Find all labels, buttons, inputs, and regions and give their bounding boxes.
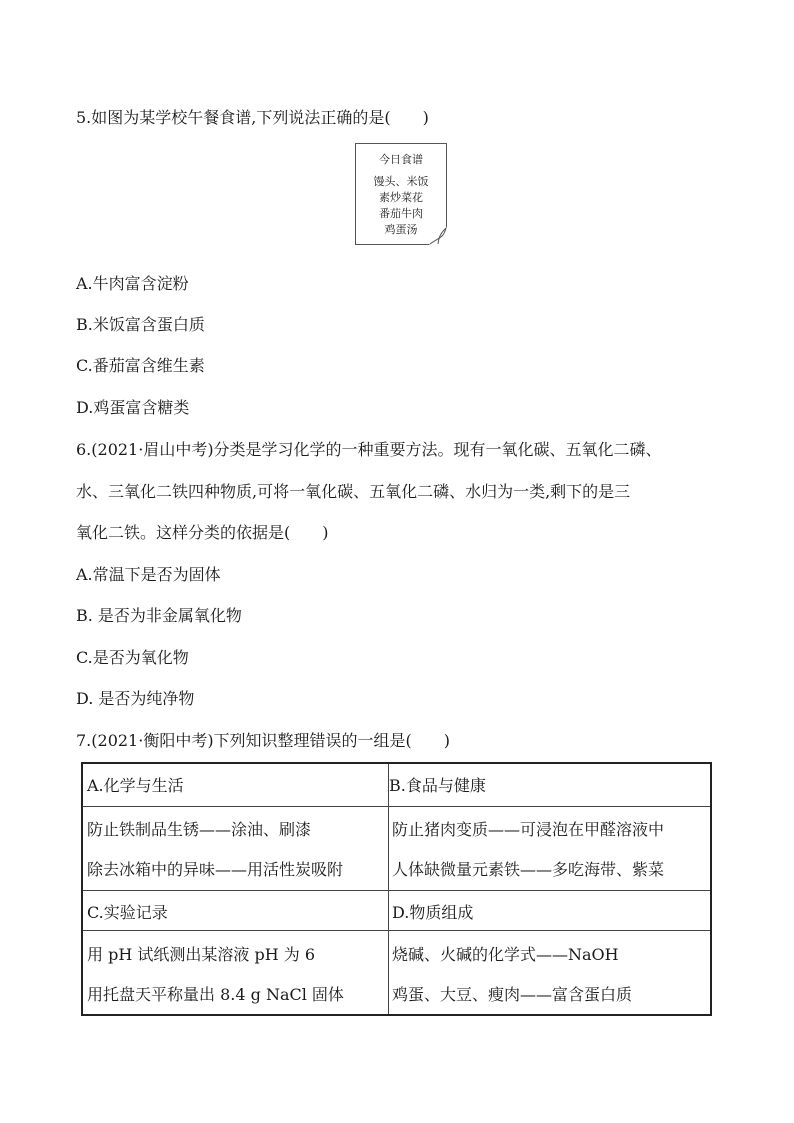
q7-stem: 7.(2021·衡阳中考)下列知识整理错误的一组是( )	[76, 731, 451, 750]
cell-a-line-2: 除去冰箱中的异味——用活性炭吸附	[87, 860, 344, 879]
cell-d-line-1: 烧碱、火碱的化学式——NaOH	[392, 945, 619, 964]
q6-stem-line-2: 水、三氧化二铁四种物质,可将一氧化碳、五氧化二磷、水归为一类,剩下的是三	[76, 482, 631, 501]
cell-b-header: B.食品与健康	[389, 776, 486, 795]
q5-option-b: B.米饭富含蛋白质	[76, 315, 205, 334]
menu-item: 素炒菜花	[379, 191, 423, 204]
cell-d-header: D.物质组成	[392, 903, 474, 922]
menu-card-image	[355, 143, 447, 245]
q6-stem-line-1: 6.(2021·眉山中考)分类是学习化学的一种重要方法。现有一氧化碳、五氧化二磷、	[76, 440, 662, 459]
q6-option-d: D. 是否为纯净物	[76, 689, 195, 708]
table-row-divider	[83, 930, 710, 931]
menu-item: 馒头、米饭	[373, 175, 429, 188]
cell-c-header: C.实验记录	[87, 903, 168, 922]
q6-stem-line-3: 氧化二铁。这样分类的依据是( )	[76, 523, 329, 542]
q6-option-c: C.是否为氧化物	[76, 648, 189, 667]
page-curl-icon	[429, 227, 447, 245]
cell-b-line-1: 防止猪肉变质——可浸泡在甲醛溶液中	[392, 820, 665, 839]
q5-stem: 5.如图为某学校午餐食谱,下列说法正确的是( )	[76, 108, 429, 127]
table-row-divider	[83, 806, 710, 807]
q6-option-b: B. 是否为非金属氧化物	[76, 606, 242, 625]
cell-a-header: A.化学与生活	[87, 776, 184, 795]
cell-a-line-1: 防止铁制品生锈——涂油、刷漆	[87, 820, 312, 839]
menu-item: 番茄牛肉	[379, 207, 423, 220]
menu-title: 今日食谱	[379, 153, 423, 166]
cell-d-line-2: 鸡蛋、大豆、瘦肉——富含蛋白质	[392, 985, 633, 1004]
knowledge-table	[81, 762, 712, 1016]
cell-c-line-1: 用 pH 试纸测出某溶液 pH 为 6	[87, 945, 316, 964]
menu-item: 鸡蛋汤	[384, 223, 418, 236]
q6-option-a: A.常温下是否为固体	[76, 565, 221, 584]
table-column-divider	[388, 764, 389, 1014]
q5-option-d: D.鸡蛋富含糖类	[76, 398, 190, 417]
cell-c-line-2: 用托盘天平称量出 8.4 g NaCl 固体	[87, 985, 344, 1004]
cell-b-line-2: 人体缺微量元素铁——多吃海带、紫菜	[392, 860, 665, 879]
table-row-divider	[83, 890, 710, 891]
q5-option-c: C.番茄富含维生素	[76, 356, 205, 375]
q5-option-a: A.牛肉富含淀粉	[76, 274, 189, 293]
